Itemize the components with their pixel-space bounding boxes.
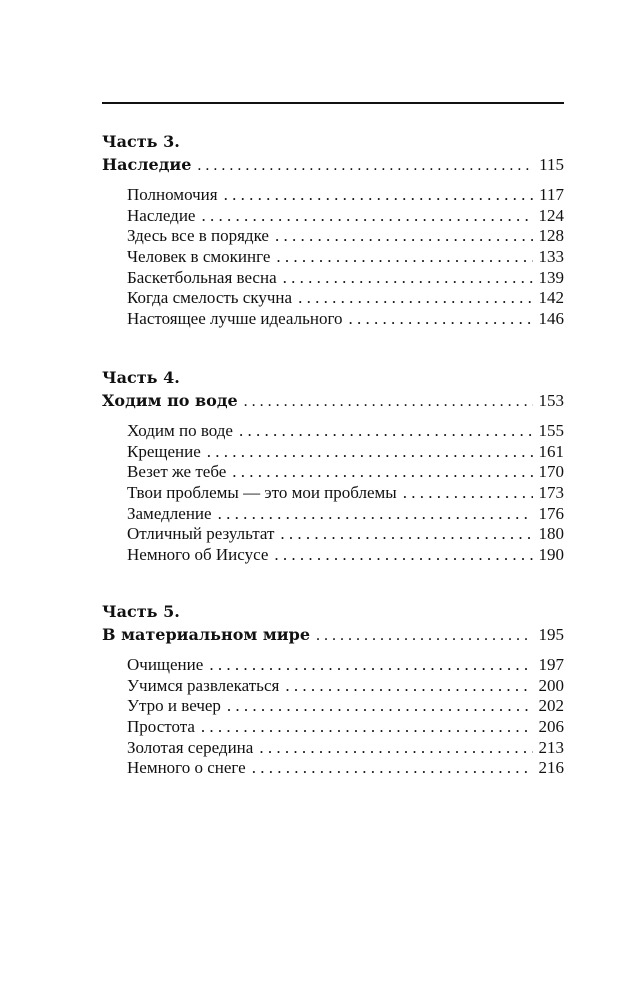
chapter-entry[interactable] [127, 758, 564, 779]
chapter-entry[interactable] [127, 226, 564, 247]
page-number: 206 [538, 717, 564, 737]
dot-leader [239, 421, 533, 442]
dot-leader [316, 625, 533, 647]
chapter-entry[interactable] [127, 442, 564, 463]
chapter-entry[interactable] [127, 421, 564, 442]
dot-leader [224, 185, 534, 206]
toc-part [102, 368, 564, 566]
part-title: В материальном мире [102, 625, 310, 644]
dot-leader [227, 696, 533, 717]
chapter-title: Человек в смокинге [127, 247, 271, 267]
part-label: Часть 4. [102, 368, 180, 387]
dot-leader [298, 288, 532, 309]
part-label: Часть 5. [102, 602, 180, 621]
chapter-entry[interactable] [127, 504, 564, 525]
chapter-entry[interactable] [127, 717, 564, 738]
page-number: 180 [538, 524, 564, 544]
chapter-entry[interactable] [127, 309, 564, 330]
chapter-title: Очищение [127, 655, 204, 674]
page-number: 161 [538, 441, 564, 461]
chapter-entry[interactable] [127, 185, 564, 206]
part-heading[interactable] [102, 390, 564, 412]
dot-leader [280, 524, 532, 545]
dot-leader [218, 504, 533, 525]
chapter-title: Утро и вечер [127, 696, 221, 716]
part-title: Ходим по воде [102, 391, 238, 410]
chapter-entry[interactable] [127, 696, 564, 717]
page-number: 176 [538, 503, 564, 523]
part-heading[interactable] [102, 154, 564, 176]
chapter-entry[interactable] [127, 288, 564, 309]
chapter-title: Замедление [127, 503, 212, 523]
chapter-entry[interactable] [127, 524, 564, 545]
dot-leader [259, 738, 532, 759]
dot-leader [207, 442, 533, 463]
chapter-entry[interactable] [127, 655, 564, 676]
dot-leader [232, 462, 532, 483]
dot-leader [244, 391, 533, 413]
chapter-title: Золотая середина [127, 737, 254, 757]
chapter-entry[interactable] [127, 676, 564, 697]
part-title: Наследие [102, 155, 192, 174]
dot-leader [283, 268, 533, 289]
chapter-entry[interactable] [127, 268, 564, 289]
toc-part [102, 132, 564, 330]
chapter-title: Немного о снеге [127, 758, 246, 778]
dot-leader [403, 483, 533, 504]
chapter-title: Учимся развлекаться [127, 675, 280, 695]
toc-page [102, 0, 564, 1000]
dot-leader [201, 717, 533, 738]
page-number: 139 [538, 267, 564, 287]
page-number: 153 [538, 391, 564, 410]
page-number: 216 [538, 758, 564, 778]
part-label: Часть 3. [102, 132, 180, 151]
chapter-list [102, 655, 564, 779]
page-number: 142 [538, 288, 564, 308]
page-number: 146 [538, 309, 564, 329]
chapter-entry[interactable] [127, 247, 564, 268]
page-number: 213 [538, 737, 564, 757]
dot-leader [276, 247, 532, 268]
toc-part [102, 602, 564, 779]
page-number: 128 [538, 226, 564, 246]
chapter-entry[interactable] [127, 206, 564, 227]
page-number: 197 [538, 655, 564, 674]
chapter-title: Полномочия [127, 185, 218, 204]
dot-leader [275, 226, 533, 247]
page-number: 170 [538, 462, 564, 482]
chapter-title: Везет же тебе [127, 462, 227, 482]
chapter-list [102, 185, 564, 330]
chapter-entry[interactable] [127, 545, 564, 566]
top-rule [102, 102, 564, 104]
chapter-title: Настоящее лучше идеального [127, 309, 343, 329]
chapter-title: Когда смелость скучна [127, 288, 293, 308]
page-number: 195 [538, 625, 564, 644]
chapter-entry[interactable] [127, 462, 564, 483]
page-number: 155 [538, 421, 564, 440]
page-number: 133 [538, 247, 564, 267]
chapter-title: Баскетбольная весна [127, 267, 277, 287]
dot-leader [349, 309, 533, 330]
part-heading[interactable] [102, 624, 564, 646]
dot-leader [285, 676, 532, 697]
page-number: 115 [539, 155, 564, 174]
chapter-title: Крещение [127, 441, 201, 461]
chapter-title: Ходим по воде [127, 421, 233, 440]
page-number: 173 [538, 483, 564, 503]
chapter-entry[interactable] [127, 738, 564, 759]
chapter-entry[interactable] [127, 483, 564, 504]
dot-leader [201, 206, 532, 227]
page-number: 124 [538, 205, 564, 225]
chapter-title: Твои проблемы — это мои проблемы [127, 483, 397, 503]
dot-leader [197, 155, 533, 177]
chapter-list [102, 421, 564, 566]
dot-leader [252, 758, 533, 779]
chapter-title: Отличный результат [127, 524, 275, 544]
page-number: 202 [538, 696, 564, 716]
chapter-title: Простота [127, 717, 195, 737]
chapter-title: Здесь все в порядке [127, 226, 269, 246]
chapter-title: Немного об Иисусе [127, 545, 269, 565]
page-number: 190 [538, 545, 564, 565]
page-number: 117 [539, 185, 564, 204]
page-number: 200 [538, 675, 564, 695]
dot-leader [209, 655, 532, 676]
chapter-title: Наследие [127, 205, 196, 225]
dot-leader [274, 545, 532, 566]
